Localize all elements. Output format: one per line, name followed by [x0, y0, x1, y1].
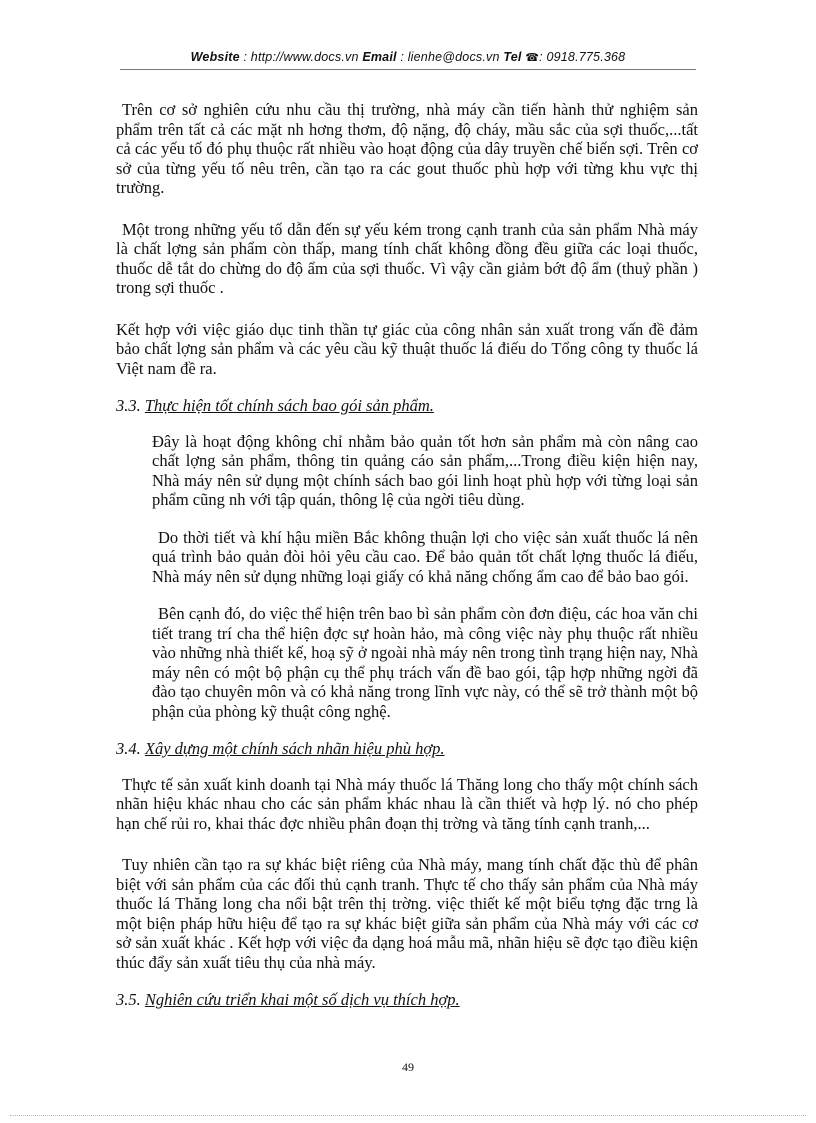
phone-icon: ☎: [525, 52, 540, 64]
email-address[interactable]: : lienhe@docs.vn: [400, 50, 500, 64]
paragraph: Trên cơ sở nghiên cứu nhu cầu thị trường, nhà máy cần tiến hành thử nghiệm sản phẩm trên tất cả các mặt nh hơng thơm, độ nặng, độ cháy, mầu sắc của sợi thuốc,...tất cả các yếu tố đó phụ thuộc rất nhiều vào hoạt động của dây truyền chế biến sợi. Trên cơ sở của từng yếu tố nêu trên, cần tạo ra các gout thuốc phù hợp với từng khu vực thị trường.: [116, 100, 698, 197]
section-heading-3-3: [116, 396, 698, 416]
document-body: [116, 100, 698, 1026]
paragraph: Đây là hoạt động không chỉ nhằm bảo quản tốt hơn sản phẩm mà còn nâng cao chất lợng sản phẩm, thông tin quảng cáo sản phẩm,...Trong điều kiện hiện nay, Nhà máy nên sử dụng một chính sách bao gói linh hoạt phù hợp với từng loại sản phẩm cũng nh với tập quán, thông lệ của ngời tiêu dùng.: [152, 431, 698, 509]
section-number: 3.3.: [116, 396, 141, 415]
section-number: 3.5.: [116, 990, 141, 1009]
section-title: Nghiên cứu triển khai một số dịch vụ thích hợp.: [144, 990, 460, 1009]
paragraph: Một trong những yếu tố dẫn đến sự yếu kém trong cạnh tranh của sản phẩm Nhà máy là chất lợng sản phẩm còn thấp, mang tính chất không đồng đều giữa các loại thuốc, thuốc dễ tắt do chừng do độ ẩm của sợi thuốc. Vì vậy cần giảm bớt độ ẩm (thuỷ phần ) trong sợi thuốc .: [116, 219, 698, 297]
tel-label: Tel: [503, 50, 522, 64]
header-divider: [120, 69, 696, 70]
email-label: Email: [362, 50, 397, 64]
paragraph: Kết hợp với việc giáo dục tinh thần tự giác của công nhân sản xuất trong vấn đề đảm bảo chất lợng sản phẩm và các yêu cầu kỹ thuật thuốc lá điếu do Tổng công ty thuốc lá Việt nam đề ra.: [116, 319, 698, 378]
section-title: Xây dựng một chính sách nhãn hiệu phù hợp.: [144, 739, 445, 758]
page-header: [0, 50, 816, 64]
paragraph: Do thời tiết và khí hậu miền Bắc không thuận lợi cho việc sản xuất thuốc lá nên quá trình bảo quản đòi hỏi yêu cầu cao. Để bảo quản tốt chất lợng thuốc lá điếu, Nhà máy nên sử dụng những loại giấy có khả năng chống ẩm cao để bảo bao gói.: [152, 527, 698, 586]
tel-number: : 0918.775.368: [539, 50, 626, 64]
paragraph: Tuy nhiên cần tạo ra sự khác biệt riêng của Nhà máy, mang tính chất đặc thù để phân biệt với sản phẩm của các đối thủ cạnh tranh. Thực tế cho thấy sản phẩm của Nhà máy thuốc lá Thăng long cha nổi bật trên thị trờng. việc thiết kế một biểu tợng đặc trng là một biện pháp hữu hiệu để tạo ra sự khác biệt giữa sản phẩm của Nhà máy với các cơ sở sản xuất khác . Kết hợp với việc đa dạng hoá mẫu mã, nhãn hiệu sẽ đợc tạo điều kiện thúc đẩy sản xuất tiêu thụ của nhà máy.: [116, 855, 698, 972]
website-label: Website: [190, 50, 240, 64]
section-heading-3-4: [116, 739, 698, 759]
footer-divider: [10, 1115, 806, 1116]
paragraph: Thực tế sản xuất kinh doanh tại Nhà máy thuốc lá Thăng long cho thấy một chính sách nhãn hiệu khác nhau cho các sản phẩm khác nhau là cần thiết và hợp lý. nó cho phép hạn chế rủi ro, khai thác đợc nhiều phân đoạn thị trờng và tăng tính cạnh tranh,...: [116, 774, 698, 833]
section-title: Thực hiện tốt chính sách bao gói sản phẩm.: [144, 396, 434, 415]
paragraph: Bên cạnh đó, do việc thể hiện trên bao bì sản phẩm còn đơn điệu, các hoa văn chi tiết trang trí cha thể hiện đợc sự hoàn hảo, mà công việc này phụ thuộc rất nhiều vào những nhà thiết kế, hoạ sỹ ở ngoài nhà máy nên trong tình trạng hiện nay, Nhà máy nên có một bộ phận cụ thể phụ trách vấn đề bao gói, tập hợp những ngời đã đào tạo chuyên môn và có khả năng trong lĩnh vực này, có thể sẽ trở thành một bộ phận của phòng kỹ thuật công nghệ.: [152, 604, 698, 721]
page-number: 49: [402, 1060, 414, 1074]
section-number: 3.4.: [116, 739, 141, 758]
website-url[interactable]: : http://www.docs.vn: [243, 50, 359, 64]
section-heading-3-5: [116, 990, 698, 1010]
